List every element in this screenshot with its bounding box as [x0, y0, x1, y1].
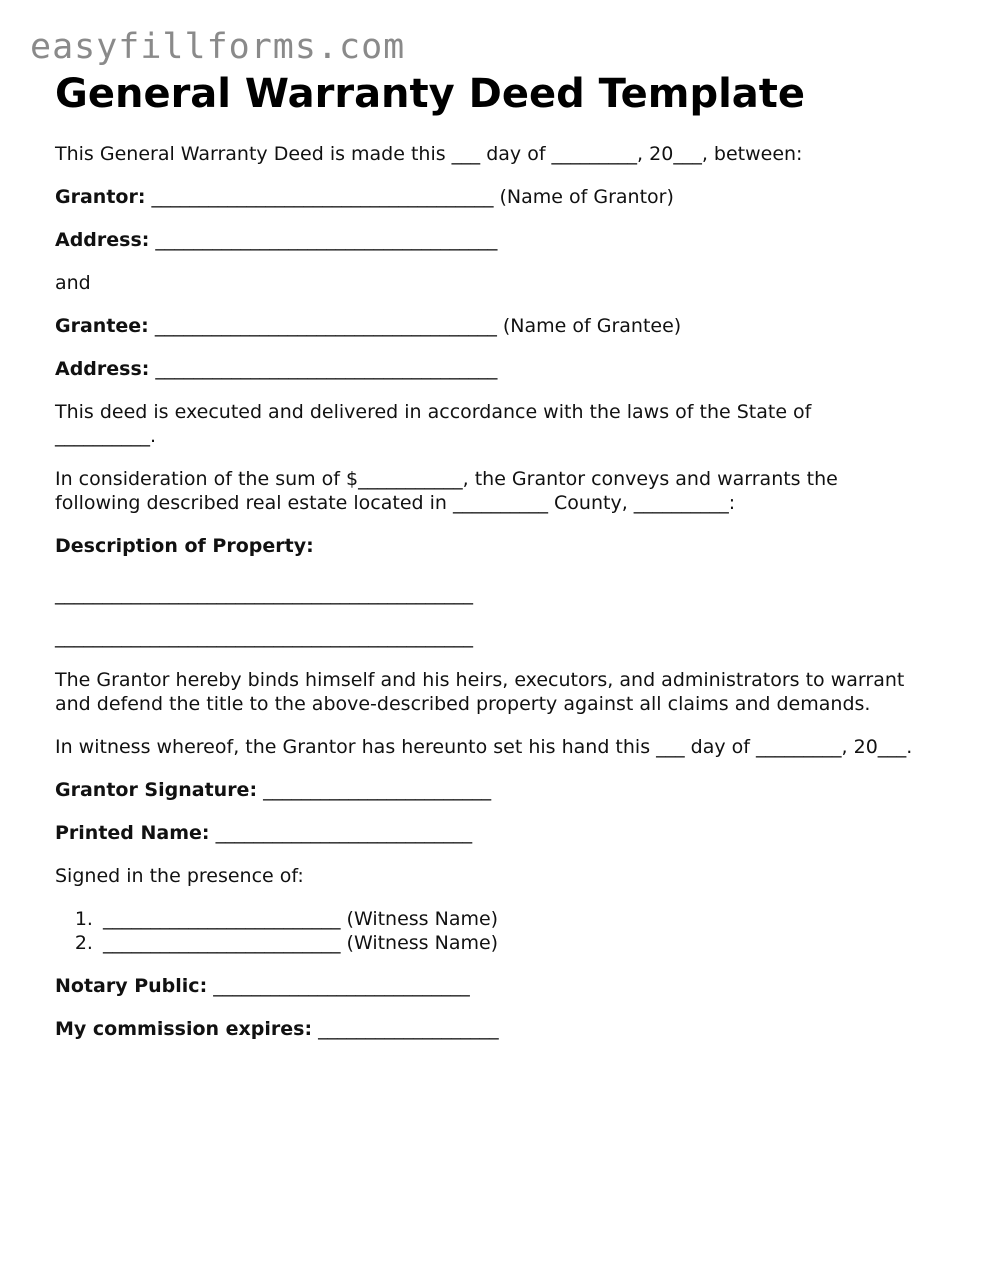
- intro-paragraph: This General Warranty Deed is made this ___ day of _________, 20___, between:: [55, 143, 803, 165]
- grantor-label: Grantor:: [55, 186, 146, 208]
- grantee-field[interactable]: [55, 314, 945, 338]
- grantee-address-blank[interactable]: ____________________________________: [149, 358, 498, 380]
- notary-public-field[interactable]: [55, 974, 945, 998]
- notary-public-blank[interactable]: ___________________________: [207, 975, 470, 997]
- commission-expires-label: My commission expires:: [55, 1018, 313, 1040]
- description-line-1[interactable]: ____________________________________________: [55, 583, 473, 605]
- consideration-paragraph: In consideration of the sum of $___________, the Grantor conveys and warrants the following described real estate located in __________ County, __________:: [55, 468, 844, 514]
- printed-name-label: Printed Name:: [55, 822, 210, 844]
- printed-name-field[interactable]: [55, 821, 945, 845]
- notary-public-label: Notary Public:: [55, 975, 208, 997]
- grantor-signature-blank[interactable]: ________________________: [257, 779, 492, 801]
- document-title: General Warranty Deed Template: [55, 71, 806, 117]
- grantor-signature-field[interactable]: [55, 778, 945, 802]
- witness-whereof-paragraph: In witness whereof, the Grantor has hereunto set his hand this ___ day of _________, 20___.: [55, 736, 913, 758]
- grantor-address-blank[interactable]: ____________________________________: [149, 229, 498, 251]
- grantee-address-field[interactable]: [55, 357, 945, 381]
- grantee-blank[interactable]: ____________________________________ (Name of Grantee): [148, 315, 682, 337]
- grantor-address-field[interactable]: [55, 228, 945, 252]
- description-label: Description of Property:: [55, 535, 314, 557]
- laws-paragraph: This deed is executed and delivered in accordance with the laws of the State of __________.: [55, 401, 818, 447]
- printed-name-blank[interactable]: ___________________________: [209, 822, 473, 844]
- grantor-blank[interactable]: ____________________________________ (Name of Grantor): [145, 186, 674, 208]
- grantor-address-label: Address:: [55, 229, 150, 251]
- witness-item[interactable]: 1. _________________________ (Witness Name): [99, 907, 945, 931]
- binding-paragraph: The Grantor hereby binds himself and his heirs, executors, and administrators to warrant and defend the title to the above-described property against all claims and demands.: [55, 669, 911, 715]
- description-line-2[interactable]: ____________________________________________: [55, 626, 473, 648]
- commission-expires-field[interactable]: [55, 1017, 945, 1041]
- watermark-text: easyfillforms.com: [30, 27, 406, 67]
- grantee-label: Grantee:: [55, 315, 149, 337]
- and-text: and: [55, 272, 91, 294]
- grantee-address-label: Address:: [55, 358, 150, 380]
- grantor-signature-label: Grantor Signature:: [55, 779, 258, 801]
- commission-expires-blank[interactable]: ___________________: [312, 1018, 499, 1040]
- presence-text: Signed in the presence of:: [55, 865, 304, 887]
- grantor-field[interactable]: [55, 185, 945, 209]
- witness-item[interactable]: 2. _________________________ (Witness Name): [99, 931, 945, 955]
- witness-list: [55, 907, 945, 955]
- deed-body: [55, 142, 945, 1060]
